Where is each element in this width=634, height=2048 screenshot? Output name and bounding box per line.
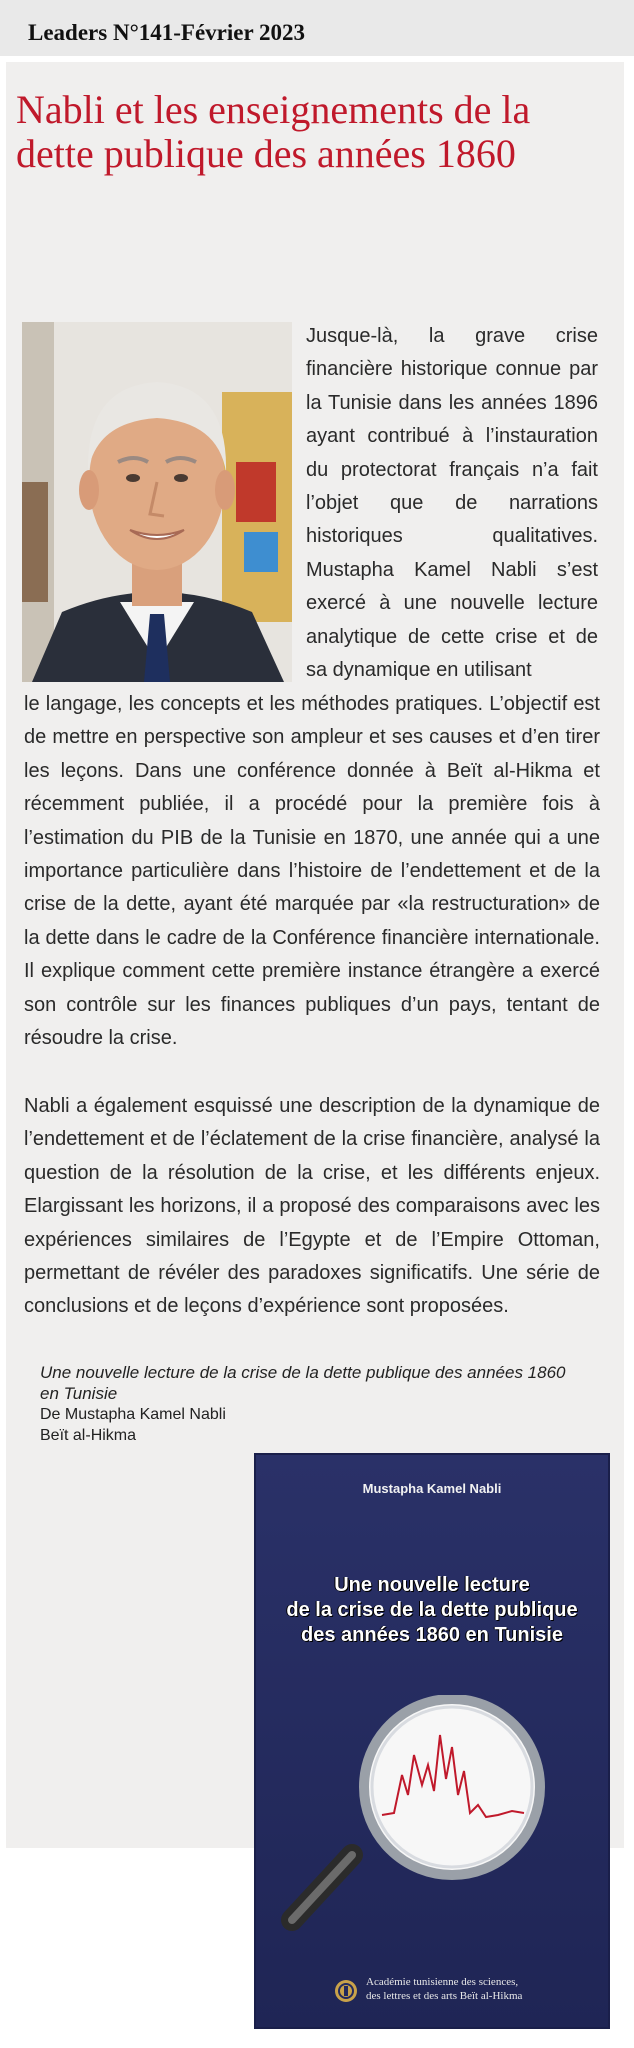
academy-logo-icon [334,1979,358,2003]
article-title: Nabli et les enseignements de la dette publique des années 1860 [16,87,531,176]
caption-author: De Mustapha Kamel Nabli [40,1406,226,1423]
book-cover-author: Mustapha Kamel Nabli [362,1481,502,1496]
book-cover-publisher [366,1975,596,2003]
article-lead-continued: le langage, les concepts et les méthodes pratiques. L’objectif est de mettre en perspective son ampleur et ses causes et d’en tirer les leçons. Dans une conférence donnée à Beït al-Hikma et récemment publiée, il a procédé pour la première fois à l’estimation du PIB de la Tunisie en 1870, une année qui a une importance particulière dans l’histoire de l’endettement et de la crise de la dette, ayant été marquée par «la restructuration» de la dette dans le cadre de la Conférence financière internationale. Il explique comment cette première instance étrangère a exercé son contrôle sur les finances publiques d’un pays, tentant de résoudre la crise. [24,693,600,1050]
caption-book-title: Une nouvelle lecture de la crise de la dette publique des années 1860 en Tunisie [40,1363,566,1403]
book-cover-publisher-line-1: Académie tunisienne des sciences, [366,1976,519,1988]
book-cover-publisher-line-2: des lettres et des arts Beït al-Hikma [366,1990,523,2002]
article-lead-column: Jusque-là, la grave crise financière historique connue par la Tunisie dans les années 1896 ayant contribué à l’instauration du protectorat français n’a fait l’objet que de narrations historiques qualitatives. Mustapha Kamel Nabli s’est exercé à une nouvelle lecture analytique de cette crise et de sa dynamique en utilisant [306,325,598,682]
book-cover-title-line-2: de la crise de la dette publique [286,1599,578,1621]
author-portrait [22,322,292,682]
book-caption [40,1362,580,1446]
book-cover-title [266,1573,598,1648]
book-cover-title-line-1: Une nouvelle lecture [334,1574,530,1596]
book-cover-title-line-3: des années 1860 en Tunisie [301,1624,563,1646]
article-paragraph-2: Nabli a également esquissé une description de la dynamique de l’endettement et de l’éclatement de la crise financière, analysé la question de la résolution de la crise, et les différents enjeux. Elargissant les horizons, il a proposé des comparaisons avec les expériences similaires de l’Egypte et de l’Empire Ottoman, permettant de révéler des paradoxes significatifs. Une série de conclusions et de leçons d’expérience sont proposées. [24,1095,600,1318]
caption-publisher: Beït al-Hikma [40,1427,137,1444]
masthead: Leaders N°141-Février 2023 [28,20,306,45]
magnifier-icon [272,1695,592,1945]
book-cover [256,1455,608,2027]
